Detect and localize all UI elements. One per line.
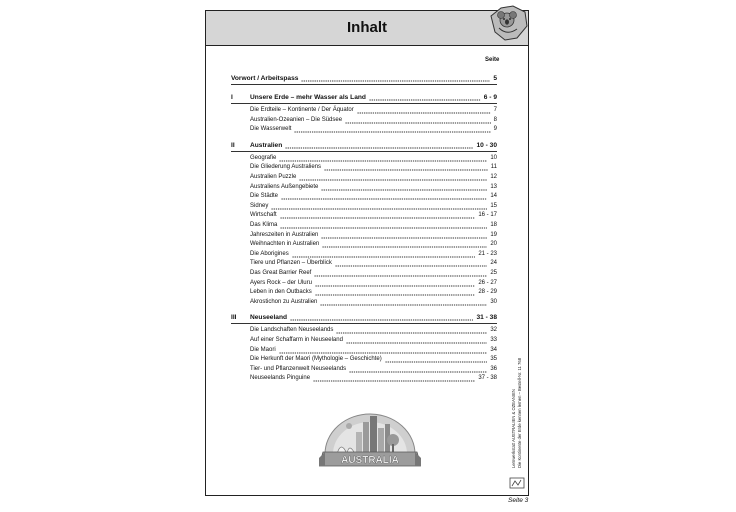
toc-entry-title: Neuseelands Pinguine [250,375,311,382]
toc-entry [231,279,497,288]
toc-entry-title: Australien [250,141,283,149]
section-divider [231,323,497,324]
toc-entry-title: Australiens Außengebiete [250,183,319,190]
toc-chapter-number: I [231,94,233,101]
toc-chapter-number: III [231,314,237,322]
toc-entry-title: Die Wasserwelt [250,126,292,133]
publisher-logo-icon [509,476,525,490]
toc-page-number: 14 [490,193,497,200]
toc-dot-leader [336,326,487,335]
toc-page-number: 28 - 29 [478,289,497,296]
toc-dot-leader [385,355,487,364]
toc-entry-title: Die Herkunft der Maori (Mythologie – Geschichte) [250,356,382,363]
toc-entry-title: Tiere und Pflanzen – Überblick [250,260,332,267]
toc-entry-title: Tier- und Pflanzenwelt Neuseelands [250,365,347,372]
toc-dot-leader [271,202,487,211]
toc-page-number: 36 [490,365,497,372]
title-bar [206,11,528,46]
toc-dot-leader [315,288,475,297]
toc-entry-title: Geografie [250,154,277,161]
toc-entry-title: Die Städte [250,193,279,200]
page-number: Seite 3 [508,497,529,504]
toc-page-number: 15 [490,202,497,209]
toc-dot-leader [279,154,487,163]
toc-page-number: 10 - 30 [476,141,497,149]
page-column-label: Seite [485,57,500,63]
toc-dot-leader [281,192,487,201]
toc-entry-title: Leben in den Outbacks [250,289,312,296]
toc-entry [231,211,497,220]
toc-page-number: 25 [490,270,497,276]
toc-dot-leader [320,298,487,307]
toc-page-number: 18 [490,222,497,228]
toc-entry-title: Akrostichon zu Australien [250,298,318,305]
section-divider [231,84,497,85]
toc-entry-title: Unsere Erde – mehr Wasser als Land [250,94,366,101]
toc-entry [231,183,497,192]
toc-entry [231,288,497,297]
logo-text: AUSTRALIA [341,455,399,466]
toc-entry-title: Die Aborigines [250,250,289,257]
toc-dot-leader [290,313,473,322]
toc-entry-title: Weihnachten in Australien [250,241,320,248]
toc-entry [231,259,497,268]
toc-page-number: 10 [490,154,497,161]
toc-page-number: 32 [490,327,497,334]
toc-page-number: 16 - 17 [478,212,497,219]
toc-dot-leader [294,125,491,134]
toc-entry [231,336,497,345]
toc-section-heading [231,74,497,83]
toc-entry [231,374,497,383]
sidebar-line-1: Lernwerkstatt AUSTRALIEN & OZEANIEN [511,389,516,468]
toc-page-number: 33 [490,337,497,343]
toc-page-number: 31 - 38 [476,314,497,322]
toc-dot-leader [357,106,491,115]
toc-entry-title: Australien Puzzle [250,174,297,180]
sidebar-line-2: Die Kontinente der Erde kennen lernen – Bestell-Nr. 11 768 [517,357,522,468]
toc-dot-leader [345,116,491,125]
toc-entry [231,269,497,278]
toc-page-number: 19 [490,231,497,238]
toc-entry [231,192,497,201]
toc-entry-title: Die Gliederung Australiens [250,164,322,171]
toc-section-heading [231,93,497,102]
publisher-sidebar [509,320,531,470]
toc-dot-leader [324,163,488,172]
toc-dot-leader [313,374,475,383]
toc-entry-title: Vorwort / Arbeitspass [231,75,299,82]
section-divider [231,151,497,152]
toc-page-number: 26 - 27 [478,279,497,286]
toc-entry-title: Das Great Barrier Reef [250,270,312,276]
toc-page-number: 37 - 38 [478,375,497,382]
toc-page-number: 24 [490,260,497,267]
toc-page-number: 13 [490,183,497,190]
toc-entry-title: Ayers Rock – der Uluru [250,279,312,286]
section-divider [231,103,497,104]
toc-page-number: 20 [490,241,497,248]
toc-entry [231,125,497,134]
toc-entry [231,346,497,355]
toc-entry-title: Die Maori [250,346,276,353]
toc-page-number: 5 [493,75,497,82]
toc-dot-leader [299,173,487,182]
toc-entry [231,365,497,374]
toc-dot-leader [279,346,487,355]
toc-page-number: 35 [490,356,497,363]
toc-section-heading [231,313,497,322]
toc-dot-leader [280,211,475,220]
toc-page-number: 7 [493,107,497,113]
toc-dot-leader [346,336,487,345]
australia-logo [319,406,421,476]
toc-entry-title: Australien-Ozeanien – Die Südsee [250,116,343,123]
toc-dot-leader [321,183,487,192]
toc-section-heading [231,141,497,150]
toc-entry-title: Jahreszeiten in Australien [250,231,319,238]
toc-entry-title: Die Landschaften Neuseelands [250,327,334,334]
toc-page-number: 30 [490,298,497,305]
toc-dot-leader [285,141,473,150]
page-title: Inhalt [347,19,387,36]
toc-entry [231,202,497,211]
toc-dot-leader [314,269,487,278]
toc-page-number: 21 - 23 [478,250,497,257]
toc-entry [231,116,497,125]
toc-dot-leader [321,231,487,240]
toc-dot-leader [322,240,487,249]
toc-entry-title: Wirtschaft [250,212,277,219]
corner-illustration-icon [487,2,529,42]
toc-entry-title: Die Erdteile – Kontinente / Der Äquator [250,107,354,113]
toc-dot-leader [369,93,481,102]
toc-entry [231,221,497,230]
toc-entry [231,240,497,249]
toc-page-number: 9 [493,126,497,133]
toc-entry [231,231,497,240]
toc-page-number: 8 [493,116,497,123]
toc-page-number: 6 - 9 [483,94,497,101]
toc-entry-title: Das Klima [250,222,278,228]
toc-entry-title: Neuseeland [250,314,288,322]
toc-entry-title: Auf einer Schaffarm in Neuseeland [250,337,343,343]
toc-entry [231,154,497,163]
toc-entry [231,355,497,364]
toc-dot-leader [280,221,487,230]
toc-entry-title: Sidney [250,202,269,209]
toc-page-number: 34 [490,346,497,353]
toc-page-number: 12 [490,174,497,180]
toc-chapter-number: II [231,141,235,149]
toc-dot-leader [301,74,490,83]
toc-entry [231,106,497,115]
toc-entry [231,163,497,172]
toc-dot-leader [315,279,475,288]
toc-dot-leader [292,250,475,259]
toc-dot-leader [335,259,487,268]
toc-entry [231,173,497,182]
toc-dot-leader [349,365,487,374]
toc-page-number: 11 [490,164,497,171]
toc-entry [231,250,497,259]
toc-entry [231,326,497,335]
toc-entry [231,298,497,307]
